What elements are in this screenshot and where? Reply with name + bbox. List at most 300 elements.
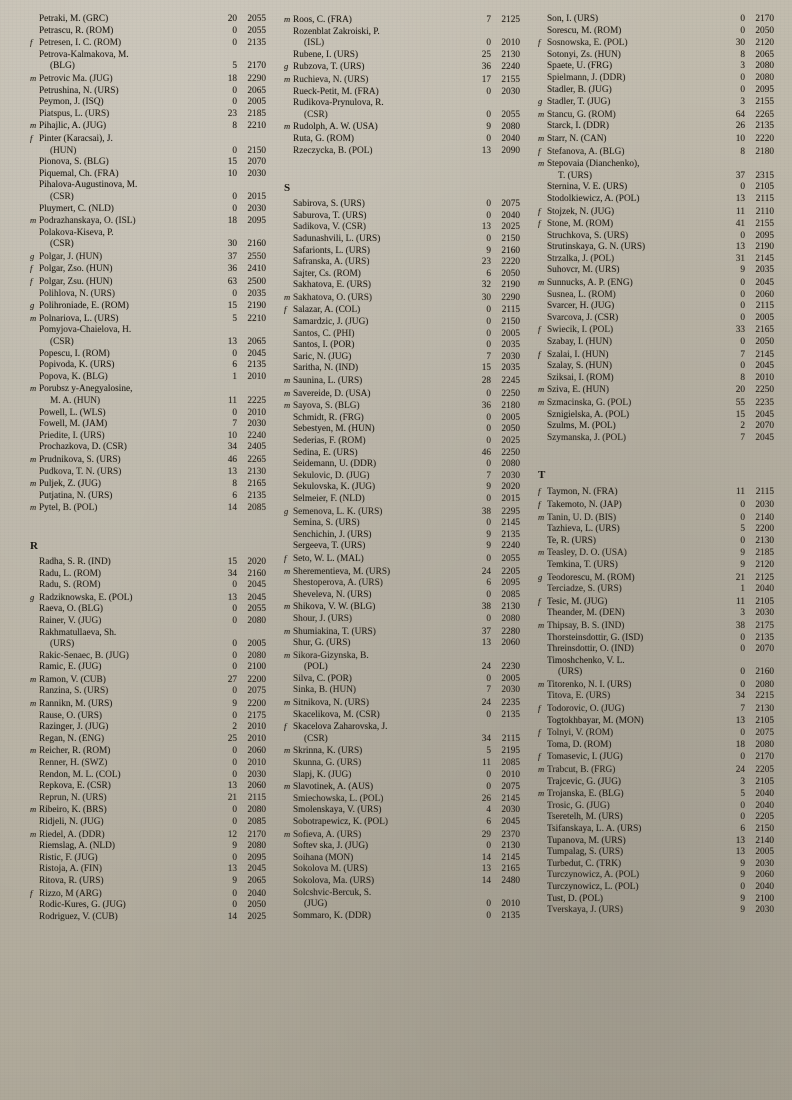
entry-list — [284, 14, 520, 157]
rating-value: 2265 — [247, 454, 266, 465]
player-entry-row — [284, 448, 520, 460]
games-count: 13 — [481, 638, 491, 649]
rating-value: 2025 — [247, 911, 266, 922]
title-prefix: f — [538, 348, 541, 359]
games-count: 0 — [486, 199, 491, 210]
title-prefix: m — [284, 400, 291, 411]
games-count: 17 — [481, 74, 491, 85]
games-count: 7 — [486, 685, 491, 696]
player-entry-row — [538, 788, 774, 801]
rating-value: 2045 — [247, 864, 266, 875]
player-name: Starck, I. (DDR) — [547, 121, 609, 132]
player-entry-row — [538, 620, 774, 633]
player-name: Te, R. (URS) — [547, 535, 596, 546]
player-name: Threinsdottir, O. (IND) — [547, 644, 634, 655]
games-count: 0 — [486, 133, 491, 144]
games-count: 6 — [486, 578, 491, 589]
rating-value: 2145 — [755, 349, 774, 360]
games-count: 7 — [740, 432, 745, 443]
games-count: 9 — [740, 265, 745, 276]
player-entry-row — [30, 698, 266, 711]
rating-value: 2075 — [755, 728, 774, 739]
player-name: Toma, D. (ROM) — [547, 739, 612, 750]
player-entry-row — [538, 536, 774, 548]
games-count: 0 — [232, 191, 237, 202]
games-count: 0 — [740, 337, 745, 348]
games-count: 14 — [227, 503, 237, 514]
rating-value: 2095 — [247, 852, 266, 863]
title-prefix: m — [30, 745, 37, 756]
player-entry-row — [284, 841, 520, 853]
player-name: Polihlova, N. (URS) — [39, 288, 115, 299]
player-name: Seidemann, U. (DDR) — [293, 459, 377, 470]
games-count: 0 — [740, 632, 745, 643]
games-count: 9 — [740, 559, 745, 570]
title-prefix: m — [538, 511, 545, 522]
player-entry-row — [284, 864, 520, 876]
player-entry-row — [284, 400, 520, 413]
rating-value: 2370 — [501, 829, 520, 840]
games-count: 0 — [232, 769, 237, 780]
player-name: Stepovaia (Dianchenko), — [547, 159, 640, 170]
rating-value: 2060 — [247, 746, 266, 757]
rating-value: 2115 — [247, 792, 266, 803]
player-entry-row — [284, 794, 520, 806]
games-count: 9 — [486, 245, 491, 256]
rating-value: 2025 — [501, 222, 520, 233]
games-count: 34 — [227, 568, 237, 579]
player-name: Schmidt, R. (FRG) — [293, 412, 364, 423]
player-entry-row — [30, 120, 266, 133]
player-name: Rodic-Kures, G. (JUG) — [39, 900, 126, 911]
player-name: Sheveleva, N. (URS) — [293, 589, 372, 600]
games-count: 0 — [486, 899, 491, 910]
player-entry-row — [30, 133, 266, 146]
games-count: 0 — [740, 800, 745, 811]
player-entry-row — [30, 853, 266, 865]
player-name: Starr, N. (CAN) — [547, 133, 607, 144]
games-count: 7 — [486, 470, 491, 481]
player-entry-row — [30, 289, 266, 301]
rating-value: 2060 — [247, 781, 266, 792]
player-name: Strzalka, J. (POL) — [547, 253, 615, 264]
player-name: Svarcer, H. (JUG) — [547, 301, 615, 312]
games-count: 24 — [481, 698, 491, 709]
games-count: 6 — [232, 490, 237, 501]
games-count: 0 — [232, 662, 237, 673]
player-entry-row — [538, 218, 774, 231]
player-name: Taymon, N. (FRA) — [547, 487, 618, 498]
player-name: Ramic, E. (JUG) — [39, 662, 102, 673]
player-name: Sznigielska, A. (POL) — [547, 409, 630, 420]
player-name: Santos, C. (PHI) — [293, 328, 355, 339]
player-entry-row — [30, 569, 266, 581]
player-name: Sedina, E. (URS) — [293, 447, 358, 458]
player-entry-row — [284, 38, 520, 50]
games-count: 0 — [740, 182, 745, 193]
player-name: Radha, S. R. (IND) — [39, 556, 111, 567]
rating-value: 2050 — [247, 900, 266, 911]
rating-value: 2095 — [755, 84, 774, 95]
player-name: Szymanska, J. (POL) — [547, 432, 627, 443]
games-count: 13 — [481, 864, 491, 875]
games-count: 0 — [486, 328, 491, 339]
rating-value: 2130 — [501, 841, 520, 852]
rating-value: 2195 — [501, 746, 520, 757]
player-name: Pudkova, T. N. (URS) — [39, 466, 122, 477]
games-count: 7 — [740, 704, 745, 715]
games-count: 9 — [740, 905, 745, 916]
title-prefix: m — [30, 215, 37, 226]
player-name: Sitnikova, N. (URS) — [293, 698, 369, 709]
rating-value: 2005 — [755, 847, 774, 858]
player-name: Repkova, E. (CSR) — [39, 781, 111, 792]
rating-value: 2010 — [501, 38, 520, 49]
player-name: Pluymert, C. (NLD) — [39, 203, 114, 214]
games-count: 33 — [735, 325, 745, 336]
games-count: 6 — [740, 824, 745, 834]
rating-value: 2065 — [247, 337, 266, 348]
player-entry-row — [284, 61, 520, 74]
rating-value: 2550 — [247, 251, 266, 262]
player-name: Rudolph, A. W. (USA) — [293, 122, 378, 133]
player-entry-row — [284, 626, 520, 639]
player-name: Sikora-Gizynska, B. — [293, 650, 369, 661]
rating-value: 2120 — [755, 559, 774, 570]
player-name: Slavotinek, A. (AUS) — [293, 782, 374, 793]
rating-value: 2100 — [755, 893, 774, 904]
rating-value: 2115 — [501, 305, 520, 316]
rating-value: 2200 — [247, 674, 266, 685]
player-entry-row — [284, 146, 520, 158]
rating-value: 2060 — [755, 870, 774, 881]
games-count: 0 — [486, 709, 491, 720]
player-entry-row — [538, 764, 774, 777]
games-count: 0 — [486, 493, 491, 504]
player-entry-row — [30, 491, 266, 503]
player-entry-row — [284, 518, 520, 530]
player-name: Sunnucks, A. P. (ENG) — [547, 278, 633, 289]
player-name: Tust, D. (POL) — [547, 893, 603, 904]
games-count: 13 — [735, 847, 745, 858]
player-entry-row — [284, 363, 520, 375]
games-count: 64 — [735, 109, 745, 120]
games-count: 0 — [232, 758, 237, 769]
games-count: 46 — [481, 447, 491, 458]
player-entry-row — [284, 50, 520, 62]
games-count: 8 — [740, 372, 745, 383]
rating-value: 2005 — [501, 412, 520, 423]
player-entry-row — [284, 566, 520, 579]
games-count: 0 — [486, 388, 491, 399]
player-entry-row — [284, 424, 520, 436]
rating-value: 2045 — [755, 278, 774, 289]
title-prefix: m — [538, 788, 545, 799]
rating-value: 2205 — [501, 566, 520, 577]
player-entry-row — [284, 292, 520, 305]
player-name: Sekulovic, D. (JUG) — [293, 470, 370, 481]
rating-value: 2020 — [501, 482, 520, 493]
title-prefix: m — [30, 312, 37, 323]
player-name: Razinger, J. (JUG) — [39, 722, 109, 733]
player-name: Ristoja, A. (FIN) — [39, 864, 103, 875]
player-name: Turczynowicz, L. (POL) — [547, 881, 639, 892]
player-name: Semenova, L. K. (URS) — [293, 506, 383, 517]
games-count: 0 — [740, 728, 745, 739]
player-name: Priedite, I. (URS) — [39, 430, 105, 441]
rating-value: 2030 — [755, 905, 774, 916]
player-name: (URS) — [50, 639, 75, 650]
player-name: Trojanska, E. (BLG) — [547, 789, 624, 800]
rating-value: 2080 — [755, 61, 774, 72]
player-name: Ramon, V. (CUB) — [39, 674, 106, 685]
rating-value: 2085 — [501, 758, 520, 769]
player-name: Polihroniade, E. (ROM) — [39, 301, 129, 312]
games-count: 0 — [232, 580, 237, 591]
player-name: Pionova, S. (BLG) — [39, 157, 109, 168]
games-count: 36 — [481, 62, 491, 73]
player-entry-row — [284, 329, 520, 341]
player-name: Sakhatova, E. (URS) — [293, 280, 371, 291]
rating-value: 2045 — [755, 432, 774, 443]
rating-value: 2210 — [247, 121, 266, 132]
rating-value: 2500 — [247, 277, 266, 288]
rating-value: 2130 — [501, 49, 520, 60]
player-entry-row — [538, 146, 774, 159]
games-count: 23 — [481, 257, 491, 268]
title-prefix: f — [30, 37, 33, 48]
games-count: 0 — [486, 518, 491, 529]
games-count: 7 — [486, 351, 491, 362]
player-entry-row — [538, 290, 774, 302]
rating-value: 2265 — [755, 109, 774, 120]
games-count: 38 — [481, 506, 491, 517]
player-entry-row — [30, 651, 266, 663]
games-count: 6 — [232, 360, 237, 371]
rating-value: 2030 — [501, 805, 520, 816]
player-name: Titova, E. (URS) — [547, 691, 611, 702]
games-count: 0 — [740, 312, 745, 323]
rating-value: 2130 — [247, 466, 266, 477]
player-entry-row — [538, 73, 774, 85]
games-count: 0 — [486, 613, 491, 624]
player-entry-row — [538, 801, 774, 813]
games-count: 10 — [227, 168, 237, 179]
player-entry-row — [538, 644, 774, 656]
player-entry-row — [284, 530, 520, 542]
player-name: Sinka, B. (HUN) — [293, 685, 357, 696]
rating-value: 2140 — [755, 835, 774, 846]
player-name: Trosic, G. (JUG) — [547, 800, 610, 811]
games-count: 13 — [227, 592, 237, 603]
player-entry-row — [284, 98, 520, 110]
player-name: Sommaro, K. (DDR) — [293, 910, 371, 921]
rating-value: 2040 — [755, 584, 774, 595]
rating-value: 2150 — [247, 145, 266, 156]
player-entry-row — [538, 121, 774, 133]
games-count: 28 — [481, 376, 491, 387]
title-prefix: m — [30, 383, 37, 394]
player-name: Soihana (MON) — [293, 852, 354, 863]
player-entry-row — [284, 246, 520, 258]
player-name: Szalay, S. (HUN) — [547, 361, 612, 372]
player-name: Ridjeli, N. (JUG) — [39, 817, 104, 827]
player-entry-row — [30, 817, 266, 829]
player-entry-row — [284, 14, 520, 27]
player-entry-row — [538, 85, 774, 97]
games-count: 37 — [481, 626, 491, 637]
games-count: 13 — [227, 337, 237, 348]
rating-value: 2230 — [501, 662, 520, 673]
rating-value: 2030 — [247, 769, 266, 780]
player-entry-row — [538, 777, 774, 789]
rating-value: 2240 — [501, 62, 520, 73]
title-prefix: f — [538, 324, 541, 335]
player-entry-row — [538, 859, 774, 871]
title-prefix: m — [538, 132, 545, 143]
player-name: Ruchieva, N. (URS) — [293, 74, 369, 85]
player-name: Slapj, K. (JUG) — [293, 769, 352, 780]
games-count: 3 — [740, 61, 745, 72]
player-entry-row — [30, 580, 266, 592]
player-entry-row — [284, 781, 520, 794]
player-name: T. (URS) — [558, 170, 592, 181]
rating-value: 2150 — [501, 233, 520, 244]
columns-container — [30, 14, 774, 1090]
title-prefix: g — [30, 300, 35, 311]
games-count: 0 — [486, 424, 491, 435]
player-entry-row — [30, 396, 266, 408]
games-count: 18 — [227, 216, 237, 227]
rating-value: 2130 — [755, 535, 774, 546]
player-entry-row — [30, 478, 266, 491]
rating-value: 2080 — [247, 615, 266, 626]
rating-value: 2040 — [501, 133, 520, 144]
player-name: Sternina, V. E. (URS) — [547, 182, 628, 193]
rating-value: 2005 — [247, 97, 266, 108]
alphabet-section-heading: R — [30, 539, 38, 552]
rating-value: 2240 — [247, 430, 266, 441]
player-name: Todorovic, O. (JUG) — [547, 704, 625, 715]
games-count: 7 — [740, 349, 745, 360]
title-prefix: m — [30, 804, 37, 815]
player-entry-row — [30, 97, 266, 109]
games-count: 0 — [740, 289, 745, 300]
rating-value: 2130 — [501, 602, 520, 613]
games-count: 8 — [740, 146, 745, 157]
title-prefix: m — [30, 453, 37, 464]
player-name: Peymon, J. (ISQ) — [39, 97, 104, 108]
rating-value: 2005 — [501, 673, 520, 684]
title-prefix: m — [284, 121, 291, 132]
player-entry-row — [30, 109, 266, 121]
games-count: 0 — [232, 604, 237, 615]
games-count: 37 — [735, 170, 745, 181]
games-count: 0 — [486, 109, 491, 120]
player-entry-row — [30, 146, 266, 158]
player-entry-row — [538, 716, 774, 728]
player-entry-row — [284, 257, 520, 269]
player-entry-row — [30, 180, 266, 192]
games-count: 0 — [232, 805, 237, 816]
rating-value: 2030 — [247, 168, 266, 179]
rating-value: 2065 — [247, 875, 266, 886]
rating-value: 2185 — [247, 108, 266, 119]
rating-value: 2035 — [501, 363, 520, 374]
player-name: Stancu, G. (ROM) — [547, 109, 616, 120]
player-entry-row — [538, 703, 774, 716]
player-name: Renner, H. (SWZ) — [39, 758, 108, 769]
player-entry-row — [30, 325, 266, 337]
player-entry-row — [30, 639, 266, 651]
rating-value: 2055 — [501, 553, 520, 564]
player-name: Riemslag, A. (NLD) — [39, 841, 115, 852]
title-prefix: g — [284, 61, 289, 72]
player-name: Sebestyen, M. (HUN) — [293, 424, 375, 435]
player-entry-row — [284, 110, 520, 122]
player-entry-row — [284, 222, 520, 234]
games-count: 9 — [232, 841, 237, 852]
player-entry-row — [538, 421, 774, 433]
entry-list — [284, 199, 520, 922]
games-count: 15 — [735, 409, 745, 420]
player-entry-row — [284, 482, 520, 494]
games-count: 41 — [735, 219, 745, 230]
games-count: 0 — [486, 782, 491, 793]
player-entry-row — [538, 242, 774, 254]
games-count: 20 — [735, 385, 745, 396]
player-entry-row — [30, 912, 266, 924]
player-name: Spielmann, J. (DDR) — [547, 72, 626, 83]
games-count: 0 — [486, 841, 491, 852]
player-name: Stone, M. (ROM) — [547, 219, 614, 230]
rating-value: 2040 — [501, 210, 520, 221]
games-count: 0 — [740, 14, 745, 24]
player-name: Spaete, U. (FRG) — [547, 61, 613, 72]
player-name: Softev ska, J. (JUG) — [293, 841, 369, 852]
player-entry-row — [30, 37, 266, 50]
player-name: Tesic, M. (JUG) — [547, 596, 608, 607]
player-entry-row — [284, 911, 520, 923]
games-count: 0 — [232, 25, 237, 36]
player-entry-row — [284, 721, 520, 734]
rating-value: 2280 — [501, 626, 520, 637]
rating-value: 2120 — [755, 38, 774, 49]
player-entry-row — [538, 410, 774, 422]
rating-value: 2065 — [247, 85, 266, 96]
title-prefix: m — [284, 387, 291, 398]
rating-value: 2210 — [247, 313, 266, 324]
games-count: 0 — [740, 812, 745, 823]
rating-value: 2105 — [755, 596, 774, 607]
rating-value: 2095 — [247, 216, 266, 227]
rating-value: 2290 — [247, 73, 266, 84]
rating-value: 2060 — [755, 289, 774, 300]
title-prefix: m — [538, 158, 545, 169]
player-name: Thorsteinsdottir, G. (ISD) — [547, 632, 644, 643]
player-entry-row — [30, 372, 266, 384]
rating-value: 2135 — [501, 910, 520, 921]
rating-value: 2080 — [755, 679, 774, 690]
entry-list — [538, 14, 774, 444]
games-count: 36 — [227, 264, 237, 275]
entry-list — [30, 557, 266, 923]
title-prefix: m — [284, 828, 291, 839]
rating-value: 2065 — [755, 49, 774, 60]
games-count: 23 — [227, 108, 237, 119]
title-prefix: m — [30, 673, 37, 684]
games-count: 34 — [735, 691, 745, 702]
